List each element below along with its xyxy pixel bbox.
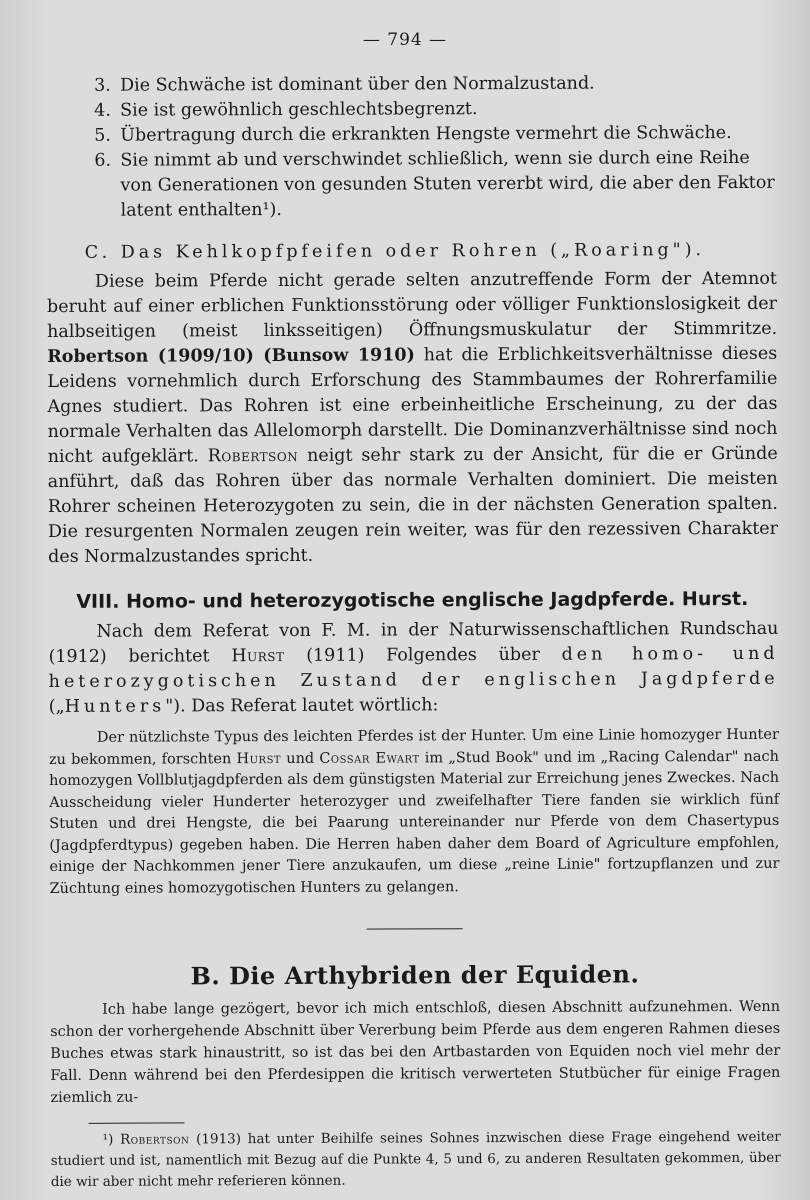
footnote-rule: [89, 1122, 185, 1123]
quoted-report: [49, 725, 780, 900]
list-item: [94, 71, 776, 99]
page-number: — 794 —: [362, 30, 448, 50]
text-run: und: [281, 750, 320, 767]
spaced-text: den homo- und heterozygotischen Zustand der englischen Jagdpferde: [48, 643, 779, 692]
section-c-heading: C. Das Kehlkopfpfeifen oder Rohren („Roaring").: [84, 240, 706, 263]
author-name: Cossar Ewart: [319, 749, 420, 767]
numbered-list: [46, 71, 777, 224]
list-item-number: 6.: [94, 150, 112, 171]
list-item-number: 4.: [94, 100, 111, 121]
list-item-text: Die Schwäche ist dominant über den Normalzustand.: [120, 73, 595, 96]
author-name: Hurst: [231, 645, 285, 667]
author-name: Robertson: [120, 1131, 190, 1148]
text-run: Nach dem Referat von F. M. in der Naturwissenschaftlichen Rundschau (1912) berichtet: [48, 618, 779, 667]
list-item: [94, 146, 776, 224]
footnote: [51, 1127, 781, 1193]
text-run: Diese beim Pferde nicht gerade selten anzutreffende Form der Atemnot beruht auf einer erblichen Funktionsstörung oder völliger Funktionslosigkeit der halbseitigen (meist linksseitigen) Öffnungsmuskulatur der Stimmritze.: [46, 268, 778, 342]
text-run: "). Das Referat lautet wörtlich:: [165, 695, 439, 717]
list-item-number: 3.: [94, 75, 111, 96]
list-item-text: Sie ist gewöhnlich geschlechtsbegrenzt.: [120, 99, 478, 121]
section-viii-paragraph: [48, 617, 778, 720]
list-item-text: Übertragung durch die erkrankten Hengste vermehrt die Schwäche.: [120, 123, 732, 146]
page-content: [46, 71, 781, 1193]
section-c-paragraph: [47, 267, 778, 570]
section-divider: [367, 928, 463, 929]
list-item: [94, 96, 776, 124]
section-b-heading: B. Die Arthybriden der Equiden.: [190, 959, 640, 991]
author-name: Robertson: [207, 445, 299, 467]
text-run: Ich habe lange gezögert, bevor ich mich entschloß, diesen Abschnitt aufzunehmen. Wenn schon der vorhergehende Abschnitt über Vererbung beim Pferde aus dem engeren Rahmen dieses Buches etwas stark hinaustritt, so ist das bei den Artbastarden von Equiden noch viel mehr der Fall. Denn während bei den Pferdesippen die kritisch verwerteten Stutbücher für einige Fragen ziemlich zu-: [50, 998, 781, 1106]
list-item-number: 5.: [94, 125, 112, 146]
list-item: [94, 121, 776, 149]
footnote-mark: ¹): [102, 1131, 114, 1148]
spaced-text: Hunters: [64, 696, 166, 717]
section-viii-heading: VIII. Homo- und heterozygotische englische Jagdpferde. Hurst.: [76, 587, 749, 613]
text-run: im „Stud Book" und im „Racing Calendar" nach homozygen Vollblutjagdpferden als dem günstigsten Material zur Erreichung jenes Zweckes. Nach Ausscheidung vieler Hunderter heterozyger und zweifelhafter Tiere fanden sie wirklich fünf Stuten und drei Hengste, die bei Paarung untereinander nur Pferde von dem Chasertypus (Jagdpferdtypus) gegeben haben. Die Herren haben daher dem Board of Agriculture empfohlen, einige der Nachkommen jener Tiere anzukaufen, um diese „reine Linie" fortzupflanzen und zur Züchtung eines homozygotischen Hunters zu gelangen.: [49, 748, 780, 897]
author-name: Hurst: [236, 750, 282, 767]
text-run: (1913) hat unter Beihilfe seines Sohnes inzwischen diese Frage eingehend weiter studiert und ist, namentlich mit Bezug auf die Punkte 4, 5 und 6, zu anderen Resultaten gekommen, über die wir aber nicht mehr referieren können.: [50, 1128, 781, 1190]
text-run: hat die Erblichkeitsverhältnisse dieses Leidens vornehmlich durch Erforschung des Stammbaumes der Rohrerfamilie Agnes studiert. Das Rohren ist eine erbeinheitliche Erscheinung, zu der das normale Verhalten das Allelomorph darstellt. Die Dominanzverhältnisse sind noch nicht aufgeklärt.: [47, 343, 778, 467]
text-run: (1911) Folgendes über: [284, 644, 562, 666]
text-run: („: [48, 696, 65, 717]
section-b-paragraph: [50, 996, 780, 1109]
author-citation: Robertson (1909/10) (Bunsow 1910): [47, 345, 415, 367]
text-run: neigt sehr stark zu der Ansicht, für die er Gründe anführt, daß das Rohren über das normale Verhalten dominiert. Die meisten Rohrer scheinen Heterozygoten zu sein, die in der nächsten Generation spalten. Die resurgenten Normalen zeugen rein weiter, was für den rezessiven Charakter des Normalzustandes spricht.: [47, 443, 779, 567]
text-run: Der nützlichste Typus des leichten Pferdes ist der Hunter. Um eine Linie homozyger Hunter zu bekommen, forschten: [48, 726, 779, 768]
list-item-text: Sie nimmt ab und verschwindet schließlich, wenn sie durch eine Reihe von Generationen von gesunden Stuten vererbt wird, die aber den Faktor latent enthalten¹).: [120, 147, 775, 221]
